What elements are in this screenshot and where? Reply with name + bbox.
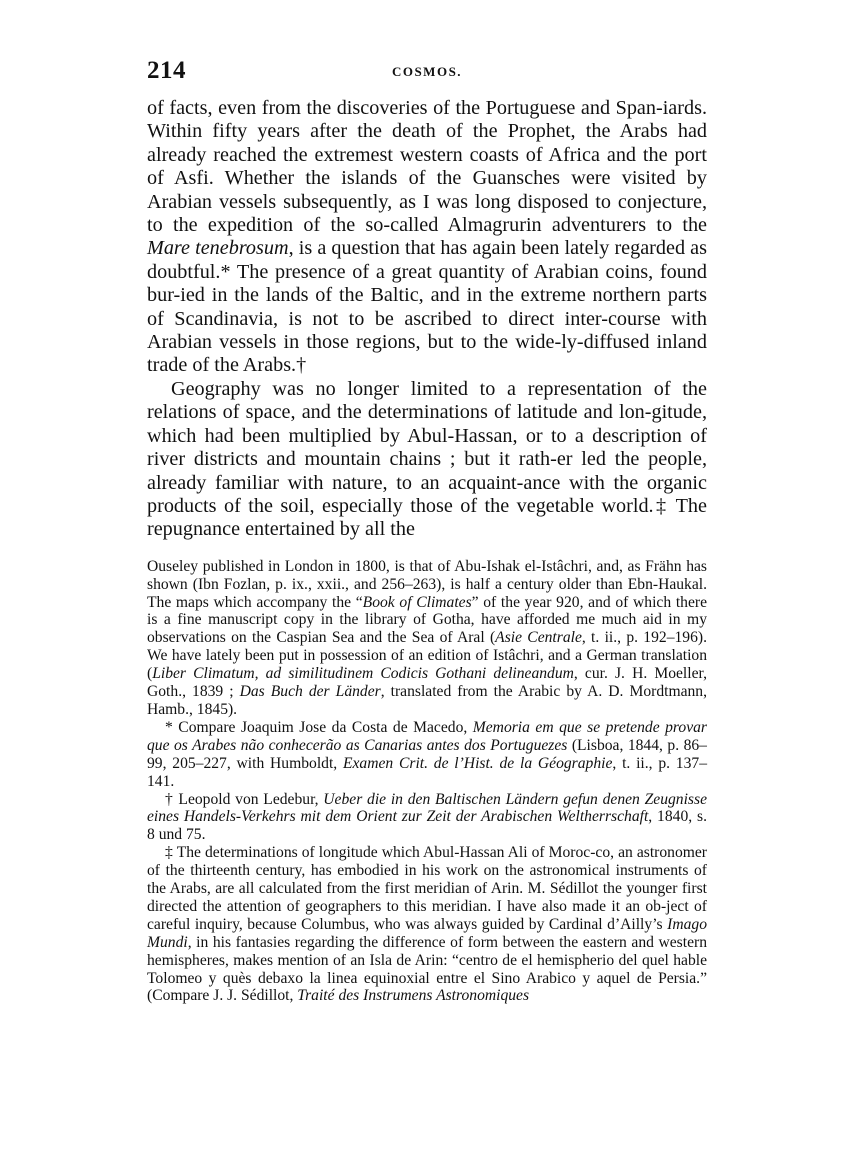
book-page xyxy=(147,55,707,1005)
footnote-continuation: Ouseley published in London in 1800, is that of Abu-Ishak el-Istâchri, and, as Frähn has shown (Ibn Fozlan, p. ix., xxii., and 256–263), is half a century older than Ebn-Haukal. The maps which accompany the “Book of Climates” of the year 920, and of which there is a fine manuscript copy in the library of Gotha, have afforded me much aid in my observations on the Caspian Sea and the Sea of Aral (Asie Centrale, t. ii., p. 192–196). We have lately been put in possession of an edition of Istâchri, and a German translation (Liber Climatum, ad similitudinem Codicis Gothani delineandum, cur. J. H. Moeller, Goth., 1839 ; Das Buch der Länder, translated from the Arabic by A. D. Mordtmann, Hamb., 1845). xyxy=(147,557,707,718)
footnote-dagger: † Leopold von Ledebur, Ueber die in den Baltischen Ländern gefun denen Zeugnisse eines Handels-Verkehrs mit dem Orient zur Zeit der Arabischen Weltherrschaft, 1840, s. 8 und 75. xyxy=(147,790,707,844)
footnote-star: * Compare Joaquim Jose da Costa de Macedo, Memoria em que se pretende provar que os Arabes não conhecerão as Canarias antes dos Portuguezes (Lisboa, 1844, p. 86–99, 205–227, with Humboldt, Examen Crit. de l’Hist. de la Géographie, t. ii., p. 137–141. xyxy=(147,718,707,790)
main-text xyxy=(147,97,707,542)
running-title: COSMOS. xyxy=(391,64,463,79)
footnote-double-dagger: ‡ The determinations of longitude which Abul-Hassan Ali of Moroc-co, an astronomer of the thirteenth century, has embodied in his work on the astronomical instruments of the Arabs, are all calculated from the first meridian of Arin. M. Sédillot the younger first directed the attention of geographers to this meridian. I have also made it an ob-ject of careful inquiry, because Columbus, who was always guided by Cardinal d’Ailly’s Imago Mundi, in his fantasies regarding the difference of form between the eastern and western hemispheres, makes mention of an Isla de Arin: “centro de el hemispherio del quel hable Tolomeo y quès debaxo la linea equinoxial entre el Sino Arabico y aquel de Persia.” (Compare J. J. Sédillot, Traité des Instrumens Astronomiques xyxy=(147,844,707,1005)
footnotes xyxy=(147,558,707,1006)
body-paragraph: of facts, even from the discoveries of the Portuguese and Span-iards. Within fifty years after the death of the Prophet, the Arabs had already reached the extremest western coasts of Africa and the port of Asfi. Whether the islands of the Guansches were visited by Arabian vessels subsequently, as I was long disposed to conjecture, to the expedition of the so-called Almagrurin adventurers to the Mare tenebrosum, is a question that has again been lately regarded as doubtful.* The presence of a great quantity of Arabian coins, found bur-ied in the lands of the Baltic, and in the extreme northern parts of Scandinavia, is not to be ascribed to direct inter-course with Arabian vessels in those regions, but to the wide-ly-diffused inland trade of the Arabs.† xyxy=(147,97,707,377)
page-number: 214 xyxy=(147,57,186,84)
page-header xyxy=(147,55,707,89)
body-paragraph: Geography was no longer limited to a representation of the relations of space, and the determinations of latitude and lon-gitude, which had been multiplied by Abul-Hassan, or to a description of river districts and mountain chains ; but it rath-er led the people, already familiar with nature, to an acquaint-ance with the organic products of the soil, especially those of the vegetable world.‡ The repugnance entertained by all the xyxy=(147,377,707,541)
